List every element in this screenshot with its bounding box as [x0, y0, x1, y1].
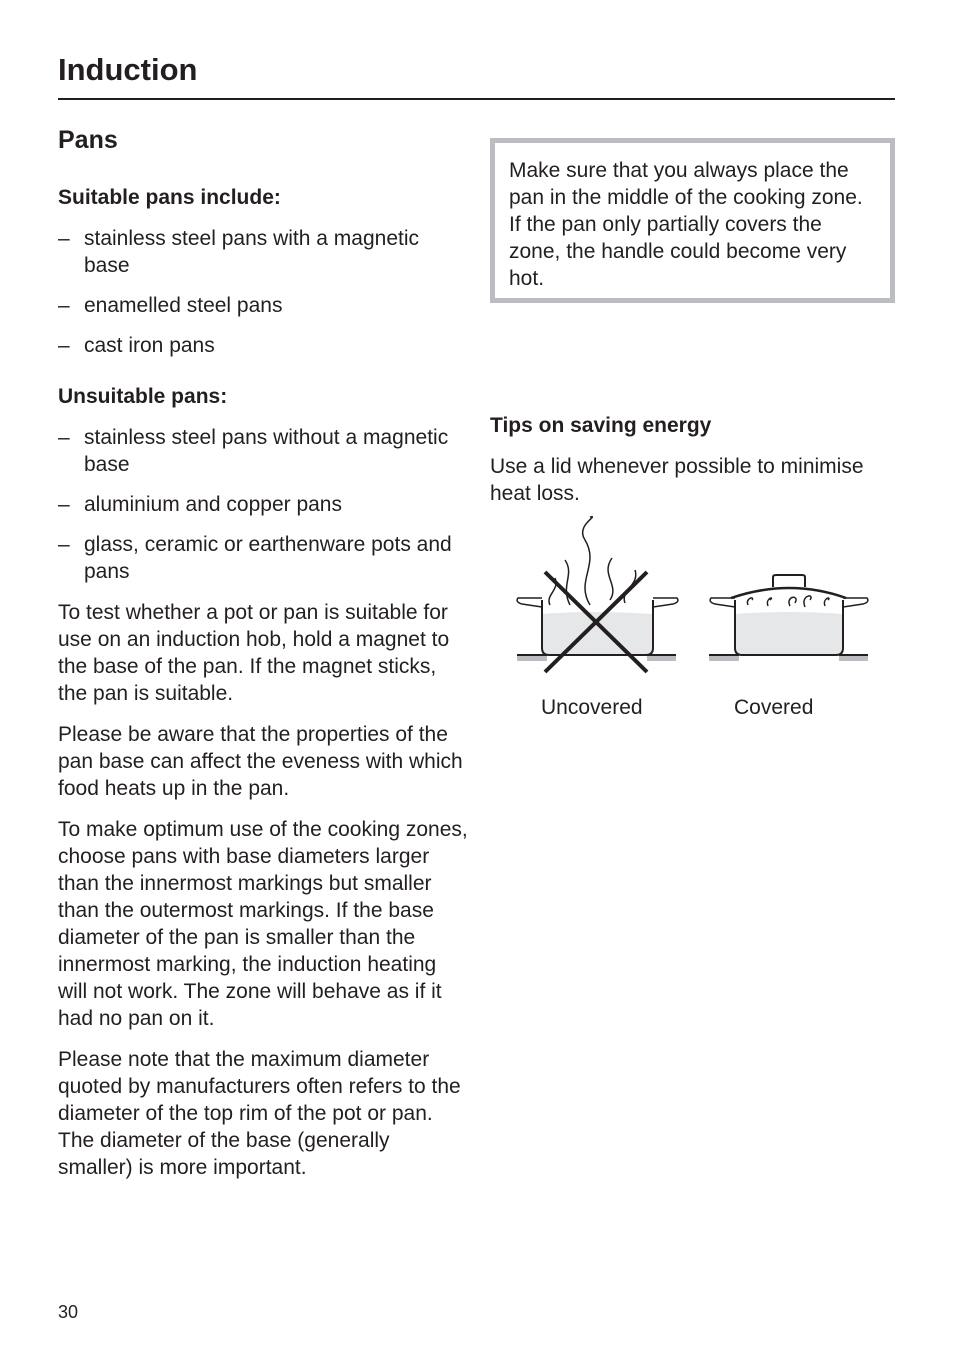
- paragraph: Please be aware that the properties of the pan base can affect the eveness with which food heats up in the pan.: [58, 723, 463, 800]
- list-item: – enamelled steel pans: [58, 292, 468, 319]
- list-item: – stainless steel pans without a magnetic base: [58, 424, 468, 478]
- page-title: Induction: [58, 52, 198, 87]
- suitable-heading: Suitable pans include:: [58, 186, 281, 209]
- list-item: – glass, ceramic or earthenware pots and pans: [58, 531, 468, 585]
- caption-uncovered: Uncovered: [541, 696, 643, 719]
- page-number: 30: [58, 1302, 79, 1322]
- caption-covered: Covered: [734, 696, 814, 719]
- paragraph: To make optimum use of the cooking zones, choose pans with base diameters larger than the innermost markings but smaller than the outermost markings. If the base diameter of the pan is smaller than the innermost marking, the induction heating will not work. The zone will behave as if it had no pan on it.: [58, 818, 468, 1030]
- unsuitable-heading: Unsuitable pans:: [58, 385, 228, 408]
- tips-text: Use a lid whenever possible to minimise heat loss.: [490, 455, 864, 505]
- section-title: Pans: [58, 126, 118, 154]
- covered-pot-illustration: [709, 575, 868, 661]
- paragraph: To test whether a pot or pan is suitable for use on an induction hob, hold a magnet to the base of the pan. If the magnet sticks, the pan is suitable.: [58, 601, 450, 705]
- tips-heading: Tips on saving energy: [490, 414, 712, 437]
- list-item: – cast iron pans: [58, 332, 468, 359]
- list-item: – stainless steel pans with a magnetic base: [58, 225, 468, 279]
- list-item: – aluminium and copper pans: [58, 491, 468, 518]
- uncovered-pot-illustration: [517, 517, 678, 672]
- paragraph: Please note that the maximum diameter quoted by manufacturers often refers to the diameter of the top rim of the pot or pan. The diameter of the base (generally smaller) is more important.: [58, 1048, 461, 1179]
- warning-note-box: Make sure that you always place the pan in the middle of the cooking zone. If the pan only partially covers the zone, the handle could become very hot.: [490, 138, 895, 303]
